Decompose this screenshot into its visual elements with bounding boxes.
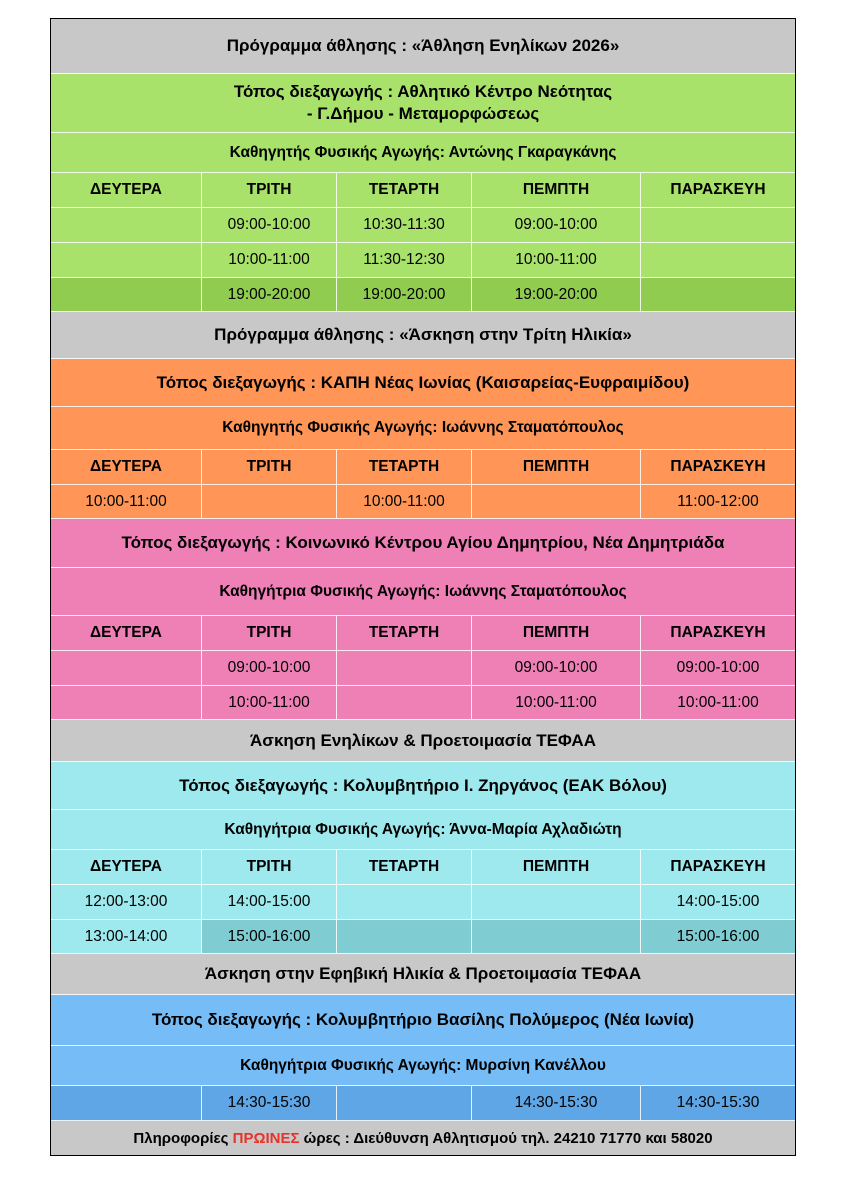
teacher-row — [51, 1046, 795, 1086]
teacher-name: Καθηγήτρια Φυσικής Αγωγής: Ιωάννης Σταματόπουλος — [219, 582, 627, 600]
time-cell — [51, 278, 202, 311]
teacher-name: Καθηγητής Φυσικής Αγωγής: Αντώνης Γκαραγκάνης — [229, 143, 617, 161]
teacher-name: Καθηγήτρια Φυσικής Αγωγής: Άννα-Μαρία Αχλαδιώτη — [224, 820, 622, 838]
day-header: ΠΑΡΑΣΚΕΥΗ — [670, 181, 766, 198]
program-title-text: Πρόγραμμα άθλησης : «Άθληση Ενηλίκων 2026» — [226, 36, 620, 55]
time-cell: 14:30-15:30 — [676, 1094, 760, 1111]
time-cell: 10:00-11:00 — [202, 243, 337, 277]
teacher-name: Καθηγητής Φυσικής Αγωγής: Ιωάννης Σταματόπουλος — [222, 419, 624, 436]
schedule-row — [51, 243, 795, 278]
day-header: ΔΕΥΤΕΡΑ — [51, 450, 202, 484]
teacher-row — [51, 810, 795, 850]
day-header: ΤΡΙΤΗ — [202, 850, 337, 884]
program-title-text: Άσκηση στην Εφηβική Ηλικία & Προετοιμασία ΤΕΦΑΑ — [204, 964, 642, 983]
time-cell — [202, 485, 337, 518]
time-cell: 09:00-10:00 — [472, 208, 641, 242]
time-cell: 13:00-14:00 — [51, 920, 202, 953]
venue-title — [51, 762, 795, 810]
time-cell: 19:00-20:00 — [202, 278, 337, 311]
time-cell: 14:00-15:00 — [676, 893, 760, 910]
program-title-text: Πρόγραμμα άθλησης : «Άσκηση στην Τρίτη Ηλικία» — [214, 325, 632, 344]
venue-text: Τόπος διεξαγωγής : Κολυμβητήριο Βασίλης Πολύμερος (Νέα Ιωνία) — [151, 1010, 695, 1029]
schedule-row — [51, 885, 795, 920]
schedule-row — [51, 278, 795, 312]
days-header-row — [51, 850, 795, 885]
days-header-row — [51, 173, 795, 208]
venue-title — [51, 74, 795, 133]
program-title — [51, 720, 795, 762]
time-cell — [337, 686, 472, 719]
day-header: ΔΕΥΤΕΡΑ — [51, 850, 202, 884]
day-header: ΤΕΤΑΡΤΗ — [337, 450, 472, 484]
time-cell — [51, 651, 202, 685]
time-cell: 10:00-11:00 — [51, 485, 202, 518]
teacher-row — [51, 568, 795, 616]
venue-title — [51, 519, 795, 568]
footer-highlight: ΠΡΩΙΝΕΣ — [232, 1129, 300, 1147]
schedule-row — [51, 651, 795, 686]
time-cell: 14:30-15:30 — [202, 1086, 337, 1120]
time-cell — [51, 243, 202, 277]
time-cell — [51, 208, 202, 242]
day-header: ΠΑΡΑΣΚΕΥΗ — [670, 458, 766, 475]
time-cell: 10:30-11:30 — [337, 208, 472, 242]
day-header: ΤΡΙΤΗ — [202, 450, 337, 484]
venue-text: Τόπος διεξαγωγής : ΚΑΠΗ Νέας Ιωνίας (Καισαρείας-Ευφραιμίδου) — [156, 372, 690, 392]
schedule-row — [51, 686, 795, 720]
time-cell: 19:00-20:00 — [472, 278, 641, 311]
day-header: ΠΕΜΠΤΗ — [472, 850, 641, 884]
venue-text: Τόπος διεξαγωγής : Κολυμβητήριο Ι. Ζηργάνος (ΕΑΚ Βόλου) — [179, 775, 667, 795]
schedule-row — [51, 208, 795, 243]
day-header: ΤΕΤΑΡΤΗ — [337, 173, 472, 207]
teacher-name: Καθηγήτρια Φυσικής Αγωγής: Μυρσίνη Κανέλλου — [240, 1056, 606, 1074]
time-cell — [51, 1086, 202, 1120]
time-cell — [472, 920, 641, 953]
day-header: ΠΑΡΑΣΚΕΥΗ — [670, 624, 766, 641]
schedule-row — [51, 920, 795, 954]
day-header: ΤΡΙΤΗ — [202, 616, 337, 650]
time-cell — [472, 885, 641, 919]
time-cell — [337, 651, 472, 685]
time-cell: 10:00-11:00 — [472, 686, 641, 719]
time-cell: 10:00-11:00 — [337, 485, 472, 518]
day-header: ΤΕΤΑΡΤΗ — [337, 850, 472, 884]
time-cell: 09:00-10:00 — [202, 208, 337, 242]
schedule-sheet — [50, 18, 796, 1156]
footer-suffix: ώρες : Διεύθυνση Αθλητισμού τηλ. 24210 71770 και 58020 — [299, 1129, 713, 1147]
venue-text: Τόπος διεξαγωγής : Κοινωνικό Κέντρου Αγίου Δημητρίου, Νέα Δημητριάδα — [121, 533, 725, 552]
time-cell: 10:00-11:00 — [677, 693, 759, 711]
days-header-row — [51, 450, 795, 485]
venue-title — [51, 995, 795, 1046]
time-cell: 15:00-16:00 — [202, 920, 337, 953]
time-cell — [641, 278, 795, 311]
footer-prefix: Πληροφορίες — [133, 1129, 233, 1147]
time-cell: 14:30-15:30 — [472, 1086, 641, 1120]
time-cell: 11:00-12:00 — [677, 492, 759, 510]
teacher-row — [51, 407, 795, 450]
schedule-row — [51, 485, 795, 519]
time-cell: 10:00-11:00 — [472, 243, 641, 277]
time-cell — [472, 485, 641, 518]
time-cell: 12:00-13:00 — [51, 885, 202, 919]
time-cell: 10:00-11:00 — [202, 686, 337, 719]
time-cell: 09:00-10:00 — [472, 651, 641, 685]
days-header-row — [51, 616, 795, 651]
time-cell — [51, 686, 202, 719]
program-title — [51, 19, 795, 74]
day-header: ΠΕΜΠΤΗ — [472, 450, 641, 484]
time-cell — [337, 1086, 472, 1120]
day-header: ΠΕΜΠΤΗ — [472, 173, 641, 207]
time-cell: 09:00-10:00 — [202, 651, 337, 685]
time-cell: 15:00-16:00 — [641, 920, 795, 953]
day-header: ΤΕΤΑΡΤΗ — [337, 616, 472, 650]
day-header: ΠΑΡΑΣΚΕΥΗ — [670, 858, 766, 875]
teacher-row — [51, 133, 795, 173]
day-header: ΔΕΥΤΕΡΑ — [51, 173, 202, 207]
time-cell — [641, 243, 795, 277]
program-title-text: Άσκηση Ενηλίκων & Προετοιμασία ΤΕΦΑΑ — [250, 730, 596, 750]
day-header: ΔΕΥΤΕΡΑ — [51, 616, 202, 650]
day-header: ΤΡΙΤΗ — [202, 173, 337, 207]
time-cell: 11:30-12:30 — [337, 243, 472, 277]
venue-title — [51, 359, 795, 407]
time-cell: 14:00-15:00 — [202, 885, 337, 919]
schedule-row — [51, 1086, 795, 1121]
venue-line-2: - Γ.Δήμου - Μεταμορφώσεως — [306, 104, 540, 123]
venue-line-1: Τόπος διεξαγωγής : Αθλητικό Κέντρο Νεότητας — [233, 82, 613, 101]
time-cell: 09:00-10:00 — [676, 659, 760, 676]
time-cell — [337, 920, 472, 953]
program-title — [51, 954, 795, 995]
program-title — [51, 312, 795, 359]
footer-info — [51, 1121, 795, 1155]
time-cell — [337, 885, 472, 919]
time-cell — [641, 208, 795, 242]
day-header: ΠΕΜΠΤΗ — [472, 616, 641, 650]
time-cell: 19:00-20:00 — [337, 278, 472, 311]
